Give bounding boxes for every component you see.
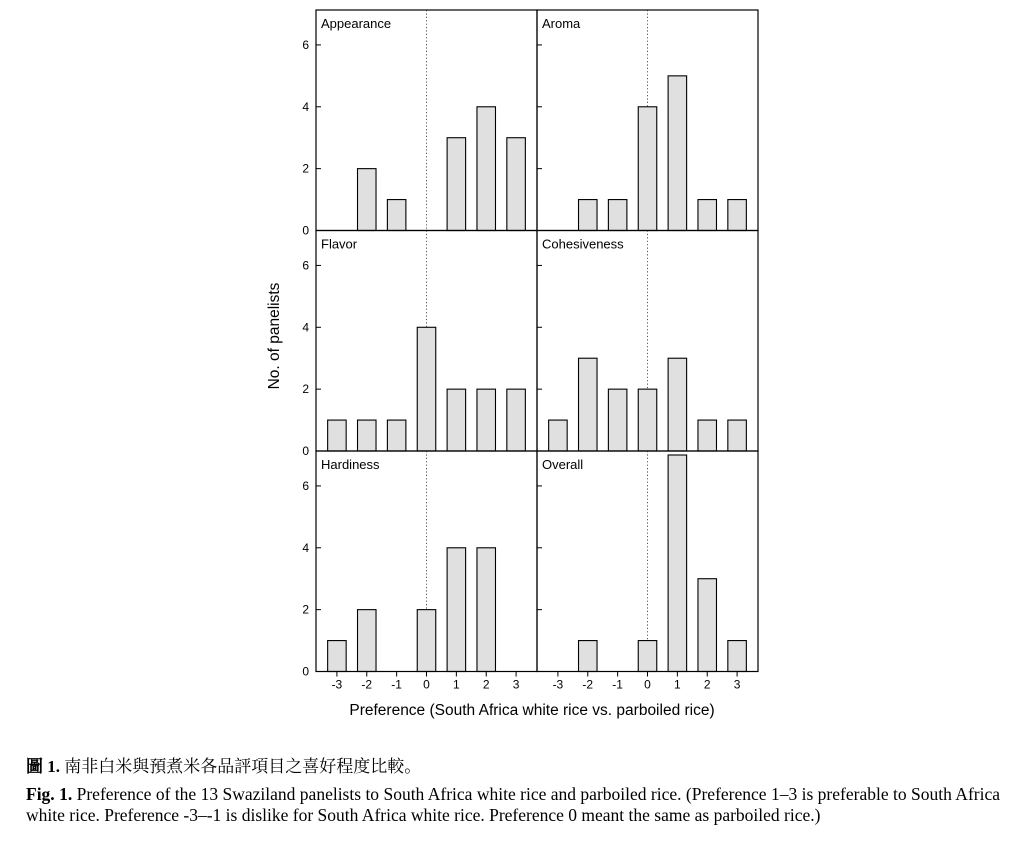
bar-hardiness-2 bbox=[477, 548, 496, 672]
bar-appearance-3 bbox=[507, 138, 526, 231]
bar-overall-1 bbox=[668, 455, 687, 672]
bar-cohesiveness-2 bbox=[698, 420, 717, 451]
bar-flavor--3 bbox=[328, 420, 347, 451]
x-tick-label: 3 bbox=[733, 677, 741, 692]
bar-cohesiveness-0 bbox=[638, 389, 657, 451]
bar-flavor-2 bbox=[477, 389, 496, 451]
x-tick-label: -1 bbox=[612, 677, 623, 692]
x-tick-label: 2 bbox=[482, 677, 490, 692]
y-tick-label: 6 bbox=[302, 478, 309, 493]
x-tick-label: -3 bbox=[552, 677, 564, 692]
bar-appearance--2 bbox=[358, 169, 377, 231]
bar-overall-0 bbox=[638, 641, 657, 672]
bar-aroma--1 bbox=[608, 200, 627, 231]
bar-hardiness-0 bbox=[417, 610, 436, 672]
bar-appearance-1 bbox=[447, 138, 466, 231]
x-tick-label: 1 bbox=[453, 677, 460, 692]
bar-cohesiveness-3 bbox=[728, 420, 747, 451]
bar-cohesiveness--3 bbox=[549, 420, 568, 451]
x-tick-label: 0 bbox=[644, 677, 651, 692]
panel-hardiness bbox=[302, 451, 537, 692]
x-tick-label: 0 bbox=[423, 677, 430, 692]
bar-flavor-0 bbox=[417, 327, 436, 451]
y-tick-label: 6 bbox=[302, 258, 309, 273]
bar-flavor--1 bbox=[387, 420, 406, 451]
y-tick-label: 2 bbox=[302, 602, 309, 617]
y-tick-label: 2 bbox=[302, 382, 309, 397]
panel-overall bbox=[537, 451, 758, 692]
bar-flavor-3 bbox=[507, 389, 526, 451]
caption-english-label: Fig. 1. bbox=[26, 784, 73, 804]
panel-title: Appearance bbox=[321, 16, 392, 31]
panel-title: Cohesiveness bbox=[542, 236, 624, 252]
y-tick-label: 0 bbox=[302, 223, 309, 238]
bar-appearance--1 bbox=[387, 200, 406, 231]
bar-cohesiveness--1 bbox=[608, 389, 627, 451]
x-tick-label: -3 bbox=[331, 677, 343, 692]
panel-appearance bbox=[302, 10, 537, 238]
y-tick-label: 4 bbox=[302, 540, 309, 555]
bar-cohesiveness--2 bbox=[579, 358, 598, 451]
x-tick-label: -2 bbox=[361, 677, 373, 692]
x-axis-title: Preference (South Africa white rice vs. parboiled rice) bbox=[349, 702, 715, 719]
x-tick-label: 2 bbox=[703, 677, 711, 692]
x-tick-label: 1 bbox=[674, 677, 681, 692]
panel-title: Aroma bbox=[542, 16, 581, 31]
y-tick-label: 0 bbox=[302, 444, 309, 458]
bar-hardiness--2 bbox=[358, 610, 377, 672]
bar-overall-2 bbox=[698, 579, 717, 672]
y-axis-title: No. of panelists bbox=[266, 282, 283, 390]
x-tick-label: 3 bbox=[512, 677, 520, 692]
caption-chinese-label: 圖 1. bbox=[26, 757, 60, 776]
bar-aroma--2 bbox=[579, 200, 598, 231]
caption-english bbox=[26, 784, 1000, 826]
panel-flavor bbox=[302, 231, 537, 459]
y-tick-label: 2 bbox=[302, 161, 309, 176]
bar-appearance-2 bbox=[477, 107, 496, 231]
x-tick-label: -1 bbox=[391, 677, 402, 692]
x-tick-label: -2 bbox=[582, 677, 594, 692]
y-tick-label: 0 bbox=[302, 664, 309, 679]
panel-title: Flavor bbox=[321, 236, 358, 252]
panel-aroma bbox=[537, 10, 758, 231]
bar-aroma-1 bbox=[668, 76, 687, 231]
bar-flavor-1 bbox=[447, 389, 466, 451]
panel-title: Overall bbox=[542, 457, 584, 472]
bar-flavor--2 bbox=[358, 420, 377, 451]
caption-chinese bbox=[26, 752, 1000, 777]
caption-chinese-text: 南非白米與預煮米各品評項目之喜好程度比較。 bbox=[64, 757, 422, 776]
bar-hardiness--3 bbox=[328, 641, 347, 672]
panel-title: Hardiness bbox=[321, 457, 380, 472]
bar-hardiness-1 bbox=[447, 548, 466, 672]
bar-overall--2 bbox=[579, 641, 598, 672]
y-tick-label: 4 bbox=[302, 99, 309, 114]
bar-aroma-3 bbox=[728, 200, 747, 231]
y-tick-label: 4 bbox=[302, 320, 309, 335]
bar-aroma-2 bbox=[698, 200, 717, 231]
y-tick-label: 6 bbox=[302, 37, 309, 52]
bar-aroma-0 bbox=[638, 107, 657, 231]
bar-overall-3 bbox=[728, 641, 747, 672]
caption-english-text: Preference of the 13 Swaziland panelists to South Africa white rice and parboiled rice. (Preference 1–3 is preferable to South Africa white rice. Preference -3–-1 is dislike for South Africa white rice. Preference 0 meant the same as parboiled rice.) bbox=[26, 784, 1000, 825]
panel-cohesiveness bbox=[537, 231, 758, 452]
bar-cohesiveness-1 bbox=[668, 358, 687, 451]
panels-layer bbox=[302, 10, 758, 692]
